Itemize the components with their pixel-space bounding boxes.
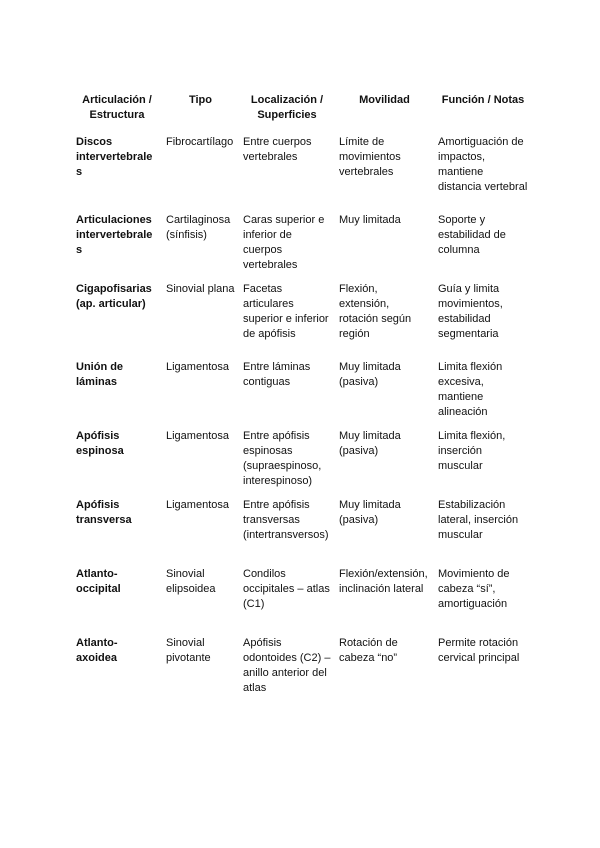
table-row xyxy=(72,360,532,429)
cell-localizacion: Caras superior e inferior de cuerpos vertebrales xyxy=(243,214,325,271)
header-localizacion: Localización / Superficies xyxy=(250,94,324,121)
cell-estructura: Atlanto-occipital xyxy=(76,568,121,595)
cell-funcion: Estabilización lateral, inserción muscular xyxy=(438,499,519,541)
cell-tipo: Sinovial plana xyxy=(166,283,235,295)
cell-tipo: Cartilaginosa (sínfisis) xyxy=(166,214,231,241)
cell-funcion: Amortiguación de impactos, mantiene distancia vertebral xyxy=(438,136,528,193)
cell-movilidad: Muy limitada xyxy=(339,214,401,226)
table-header-row xyxy=(72,90,532,135)
header-movilidad: Movilidad xyxy=(359,94,410,106)
cell-tipo: Ligamentosa xyxy=(166,361,229,373)
cell-estructura: Atlanto-axoidea xyxy=(76,637,118,664)
cell-funcion: Limita flexión, inserción muscular xyxy=(438,430,506,472)
table-row xyxy=(72,498,532,567)
cell-estructura: Apófisis transversa xyxy=(76,499,132,526)
cell-localizacion: Apófisis odontoides (C2) – anillo anterior del atlas xyxy=(243,637,331,694)
cell-estructura: Unión de láminas xyxy=(76,361,124,388)
table-row xyxy=(72,213,532,282)
cell-localizacion: Entre láminas contiguas xyxy=(243,361,311,388)
cell-funcion: Permite rotación cervical principal xyxy=(438,637,520,664)
cell-movilidad: Rotación de cabeza “no” xyxy=(339,637,398,664)
header-estructura: Articulación / Estructura xyxy=(82,94,152,121)
cell-localizacion: Entre apófisis transversas (intertransversos) xyxy=(243,499,329,541)
cell-funcion: Guía y limita movimientos, estabilidad segmentaria xyxy=(438,283,503,340)
cell-tipo: Ligamentosa xyxy=(166,499,229,511)
cell-localizacion: Condilos occipitales – atlas (C1) xyxy=(243,568,330,610)
header-tipo: Tipo xyxy=(188,94,212,106)
cell-funcion: Limita flexión excesiva, mantiene alineación xyxy=(438,361,503,418)
cell-tipo: Sinovial elipsoidea xyxy=(166,568,216,595)
header-funcion: Función / Notas xyxy=(441,94,525,106)
cell-funcion: Movimiento de cabeza “sí”, amortiguación xyxy=(438,568,510,610)
cell-localizacion: Facetas articulares superior e inferior de apófisis xyxy=(243,283,329,340)
table-row xyxy=(72,636,532,705)
cell-tipo: Fibrocartílago xyxy=(166,136,234,148)
cell-movilidad: Flexión, extensión, rotación según región xyxy=(339,283,412,340)
cell-movilidad: Muy limitada (pasiva) xyxy=(339,430,401,457)
cell-estructura: Apófisis espinosa xyxy=(76,430,124,457)
cell-movilidad: Flexión/extensión, inclinación lateral xyxy=(339,568,428,595)
cell-localizacion: Entre cuerpos vertebrales xyxy=(243,136,312,163)
table-row xyxy=(72,429,532,498)
vertebral-joints-table xyxy=(72,90,532,705)
cell-estructura: Discos intervertebrales xyxy=(76,136,153,178)
cell-movilidad: Límite de movimientos vertebrales xyxy=(339,136,401,178)
cell-funcion: Soporte y estabilidad de columna xyxy=(438,214,506,256)
cell-tipo: Sinovial pivotante xyxy=(166,637,211,664)
cell-movilidad: Muy limitada (pasiva) xyxy=(339,499,401,526)
table-row xyxy=(72,135,532,213)
cell-estructura: Cigapofisarias (ap. articular) xyxy=(76,283,152,310)
table-row xyxy=(72,282,532,360)
cell-tipo: Ligamentosa xyxy=(166,430,229,442)
cell-movilidad: Muy limitada (pasiva) xyxy=(339,361,401,388)
table-row xyxy=(72,567,532,636)
cell-estructura: Articulaciones intervertebrales xyxy=(76,214,153,256)
cell-localizacion: Entre apófisis espinosas (supraespinoso, interespinoso) xyxy=(243,430,322,487)
